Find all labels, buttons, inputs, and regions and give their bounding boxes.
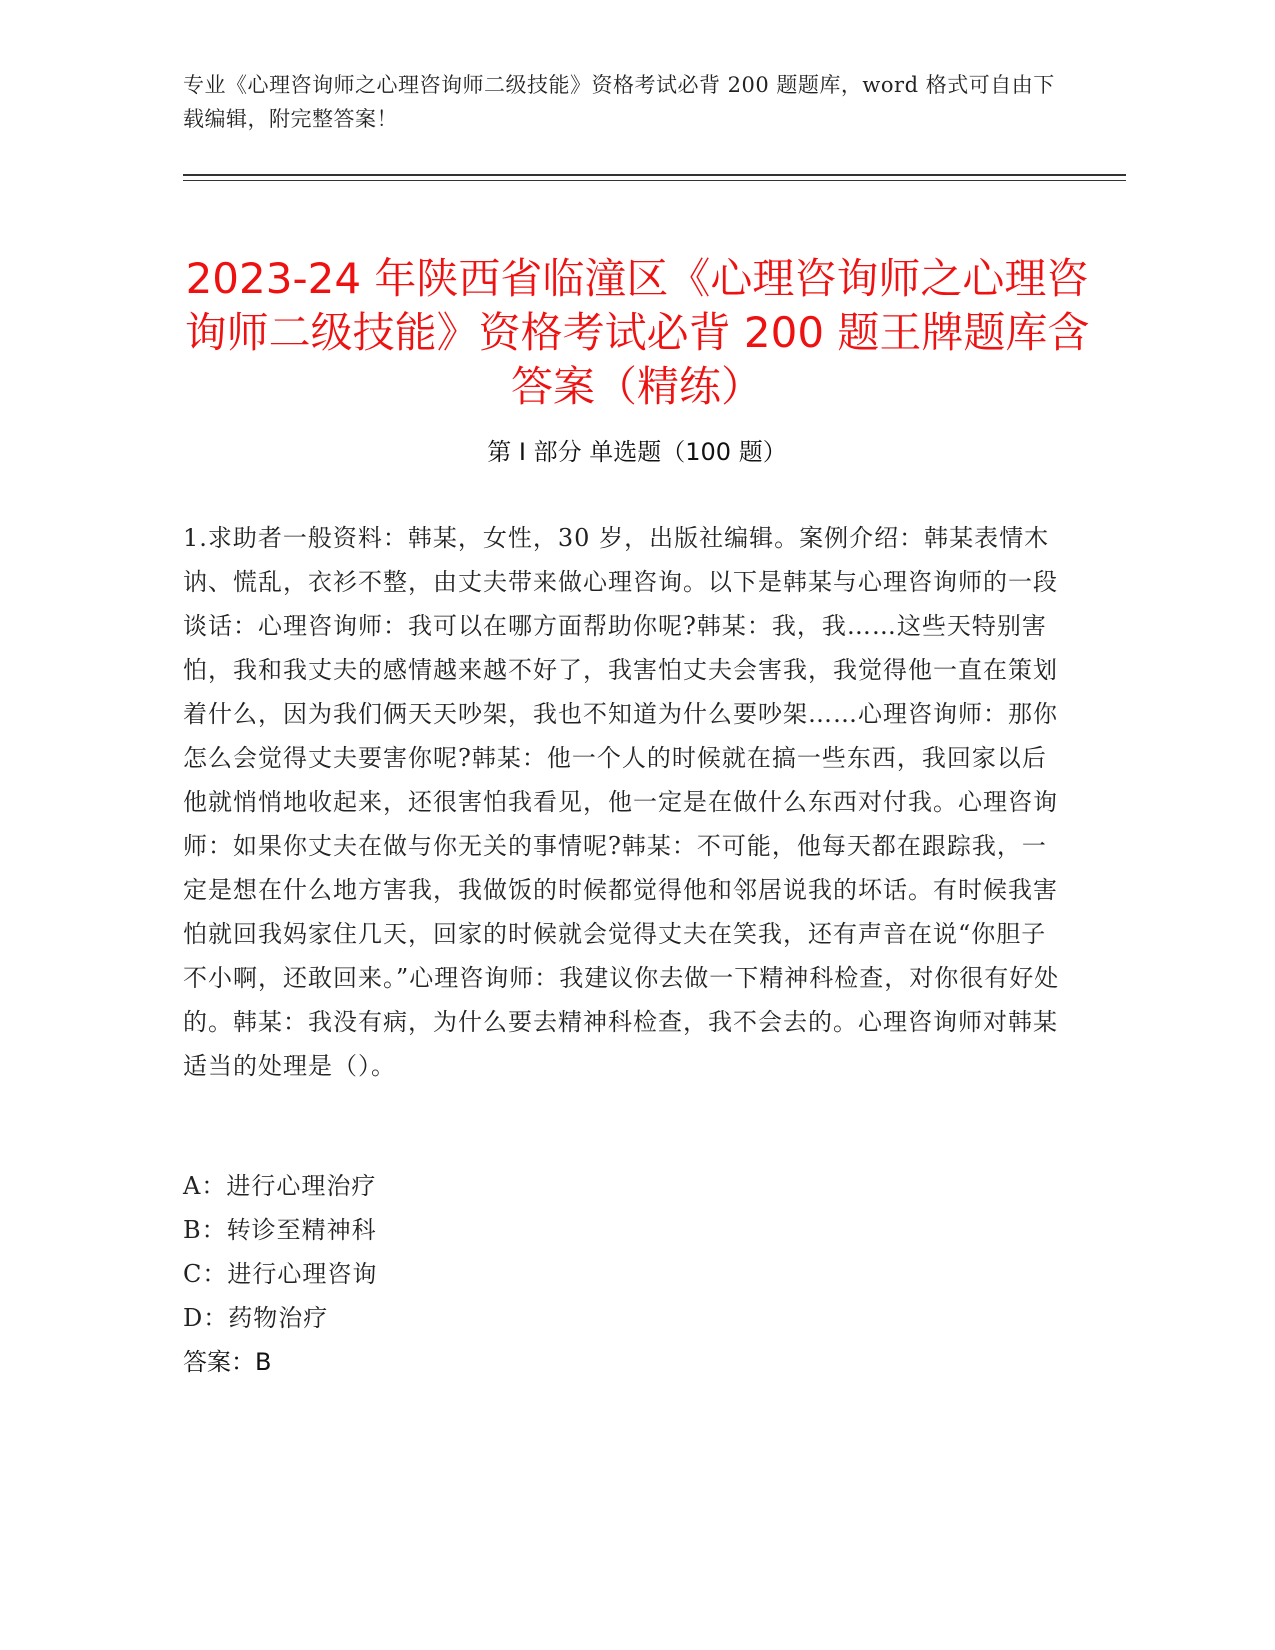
answer-text: 答案：B xyxy=(183,1348,272,1376)
option-b: B：转诊至精神科 xyxy=(183,1216,377,1244)
header-divider-thin xyxy=(183,180,1126,181)
document-title: 2023-24 年陕西省临潼区《心理咨询师之心理咨询师二级技能》资格考试必背 200 题王牌题库含答案（精练） xyxy=(184,254,1090,412)
section-heading: 第 I 部分 单选题（100 题） xyxy=(487,438,787,466)
option-d: D：药物治疗 xyxy=(183,1304,329,1332)
question-text: 1.求助者一般资料：韩某，女性，30 岁，出版社编辑。案例介绍：韩某表情木讷、慌乱，衣衫不整，由丈夫带来做心理咨询。以下是韩某与心理咨询师的一段谈话：心理咨询师：我可以在哪方面帮助你呢?韩某：我，我……这些天特别害怕，我和我丈夫的感情越来越不好了，我害怕丈夫会害我，我觉得他一直在策划着什么，因为我们俩天天吵架，我也不知道为什么要吵架……心理咨询师：那你怎么会觉得丈夫要害你呢?韩某：他一个人的时候就在搞一些东西，我回家以后他就悄悄地收起来，还很害怕我看见，他一定是在做什么东西对付我。心理咨询师：如果你丈夫在做与你无关的事情呢?韩某：不可能，他每天都在跟踪我，一定是想在什么地方害我，我做饭的时候都觉得他和邻居说我的坏话。有时候我害怕就回我妈家住几天，回家的时候就会觉得丈夫在笑我，还有声音在说“你胆子不小啊，还敢回来。”心理咨询师：我建议你去做一下精神科检查，对你很有好处的。韩某：我没有病，为什么要去精神科检查，我不会去的。心理咨询师对韩某适当的处理是（）。 xyxy=(183,524,1060,1080)
option-c: C：进行心理咨询 xyxy=(183,1260,378,1288)
option-list xyxy=(183,1164,1063,1340)
header-divider-thick xyxy=(183,174,1126,176)
header-note: 专业《心理咨询师之心理咨询师二级技能》资格考试必背 200 题题库，word 格式可自由下载编辑，附完整答案！ xyxy=(183,73,1055,131)
option-a: A：进行心理治疗 xyxy=(183,1172,377,1200)
